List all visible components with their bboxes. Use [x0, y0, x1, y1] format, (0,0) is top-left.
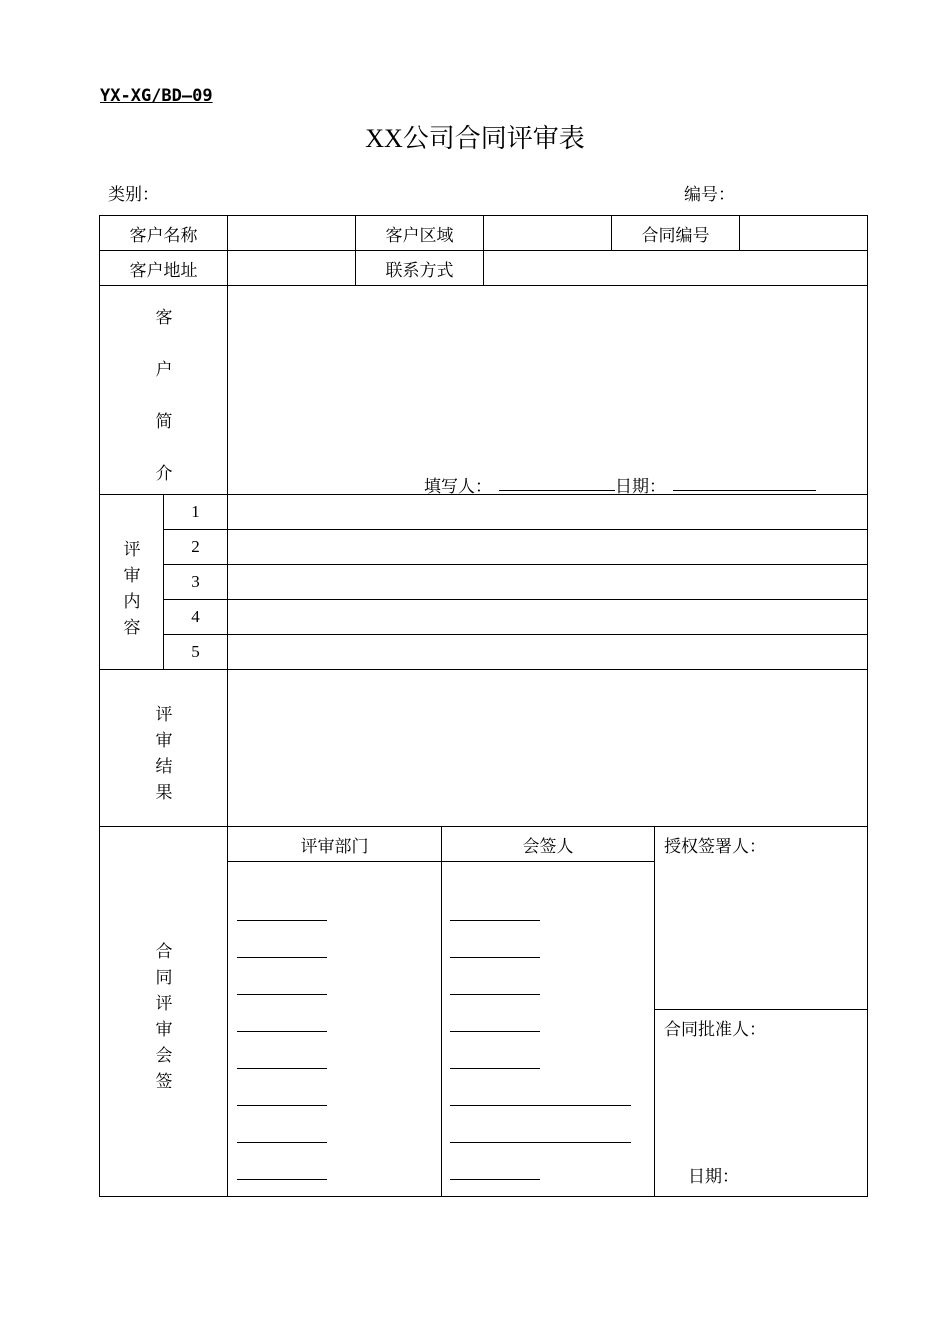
signer-signature-line[interactable] — [450, 1105, 631, 1106]
customer-name-label: 客户名称 — [129, 225, 198, 245]
review-item-field[interactable] — [228, 600, 867, 634]
customer-region-label: 客户区域 — [385, 225, 454, 245]
filler-label: 填写人： — [424, 477, 492, 496]
customer-name-field[interactable] — [228, 216, 355, 250]
approval-date-label: 日期： — [688, 1167, 739, 1186]
review-item-number: 3 — [191, 572, 200, 591]
contract-approver-label: 合同批准人： — [664, 1020, 766, 1039]
number-label: 编号： — [684, 185, 735, 204]
dept-signature-line[interactable] — [237, 1105, 327, 1106]
intro-char: 介 — [155, 464, 173, 483]
review-result-field[interactable] — [228, 670, 867, 826]
signoff-char: 签 — [155, 1072, 173, 1091]
review-content-char: 审 — [123, 566, 141, 585]
review-item-field[interactable] — [228, 495, 867, 529]
contact-field[interactable] — [484, 251, 867, 285]
dept-header: 评审部门 — [300, 836, 369, 856]
contract-no-label: 合同编号 — [641, 225, 710, 245]
dept-signature-line[interactable] — [237, 1031, 327, 1032]
dept-signature-line[interactable] — [237, 1179, 327, 1180]
page-title: XX公司合同评审表 — [365, 124, 585, 153]
signoff-char: 同 — [155, 968, 173, 987]
customer-region-field[interactable] — [484, 216, 611, 250]
customer-address-label: 客户地址 — [129, 260, 198, 280]
signer-signature-line[interactable] — [450, 957, 540, 958]
review-result-char: 审 — [155, 731, 173, 750]
intro-text-area[interactable] — [228, 286, 867, 461]
signer-signature-line[interactable] — [450, 1031, 540, 1032]
review-item-field[interactable] — [228, 565, 867, 599]
dept-signature-line[interactable] — [237, 1142, 327, 1143]
signer-signature-line[interactable] — [450, 994, 540, 995]
review-item-field[interactable] — [228, 530, 867, 564]
contact-label: 联系方式 — [385, 260, 454, 280]
customer-address-field[interactable] — [228, 251, 355, 285]
intro-date-line[interactable] — [673, 490, 816, 491]
signer-signature-line[interactable] — [450, 1142, 631, 1143]
authorized-signatory-label: 授权签署人： — [664, 837, 766, 856]
signoff-char: 会 — [155, 1046, 173, 1065]
signoff-char: 合 — [155, 942, 173, 961]
signer-signature-line[interactable] — [450, 920, 540, 921]
signer-signature-line[interactable] — [450, 1179, 540, 1180]
review-item-number: 4 — [191, 607, 200, 626]
dept-signature-line[interactable] — [237, 920, 327, 921]
review-content-char: 评 — [123, 540, 141, 559]
filler-line[interactable] — [499, 490, 615, 491]
category-label: 类别： — [108, 185, 159, 204]
review-item-number: 2 — [191, 537, 200, 556]
dept-signature-line[interactable] — [237, 1068, 327, 1069]
intro-date-label: 日期： — [615, 477, 666, 496]
review-content-char: 内 — [123, 592, 141, 611]
signer-header: 会签人 — [522, 836, 574, 856]
signoff-char: 审 — [155, 1020, 173, 1039]
dept-signature-line[interactable] — [237, 957, 327, 958]
review-result-char: 结 — [155, 757, 173, 776]
signer-signature-line[interactable] — [450, 1068, 540, 1069]
document-code: YX-XG/BD—09 — [100, 86, 213, 106]
review-content-char: 容 — [123, 618, 141, 637]
review-result-char: 果 — [155, 783, 173, 802]
dept-signature-line[interactable] — [237, 994, 327, 995]
intro-char: 客 — [155, 308, 173, 327]
contract-no-field[interactable] — [740, 216, 867, 250]
review-item-field[interactable] — [228, 635, 867, 669]
col-divider — [441, 826, 442, 1197]
authorized-signature-area[interactable] — [655, 860, 867, 1008]
intro-char: 简 — [155, 412, 173, 431]
review-result-char: 评 — [155, 705, 173, 724]
intro-char: 户 — [155, 360, 173, 379]
row-divider — [654, 1009, 868, 1010]
review-item-number: 5 — [191, 642, 200, 661]
review-item-number: 1 — [191, 502, 200, 521]
signoff-char: 评 — [155, 994, 173, 1013]
approver-signature-area[interactable] — [655, 1042, 867, 1154]
